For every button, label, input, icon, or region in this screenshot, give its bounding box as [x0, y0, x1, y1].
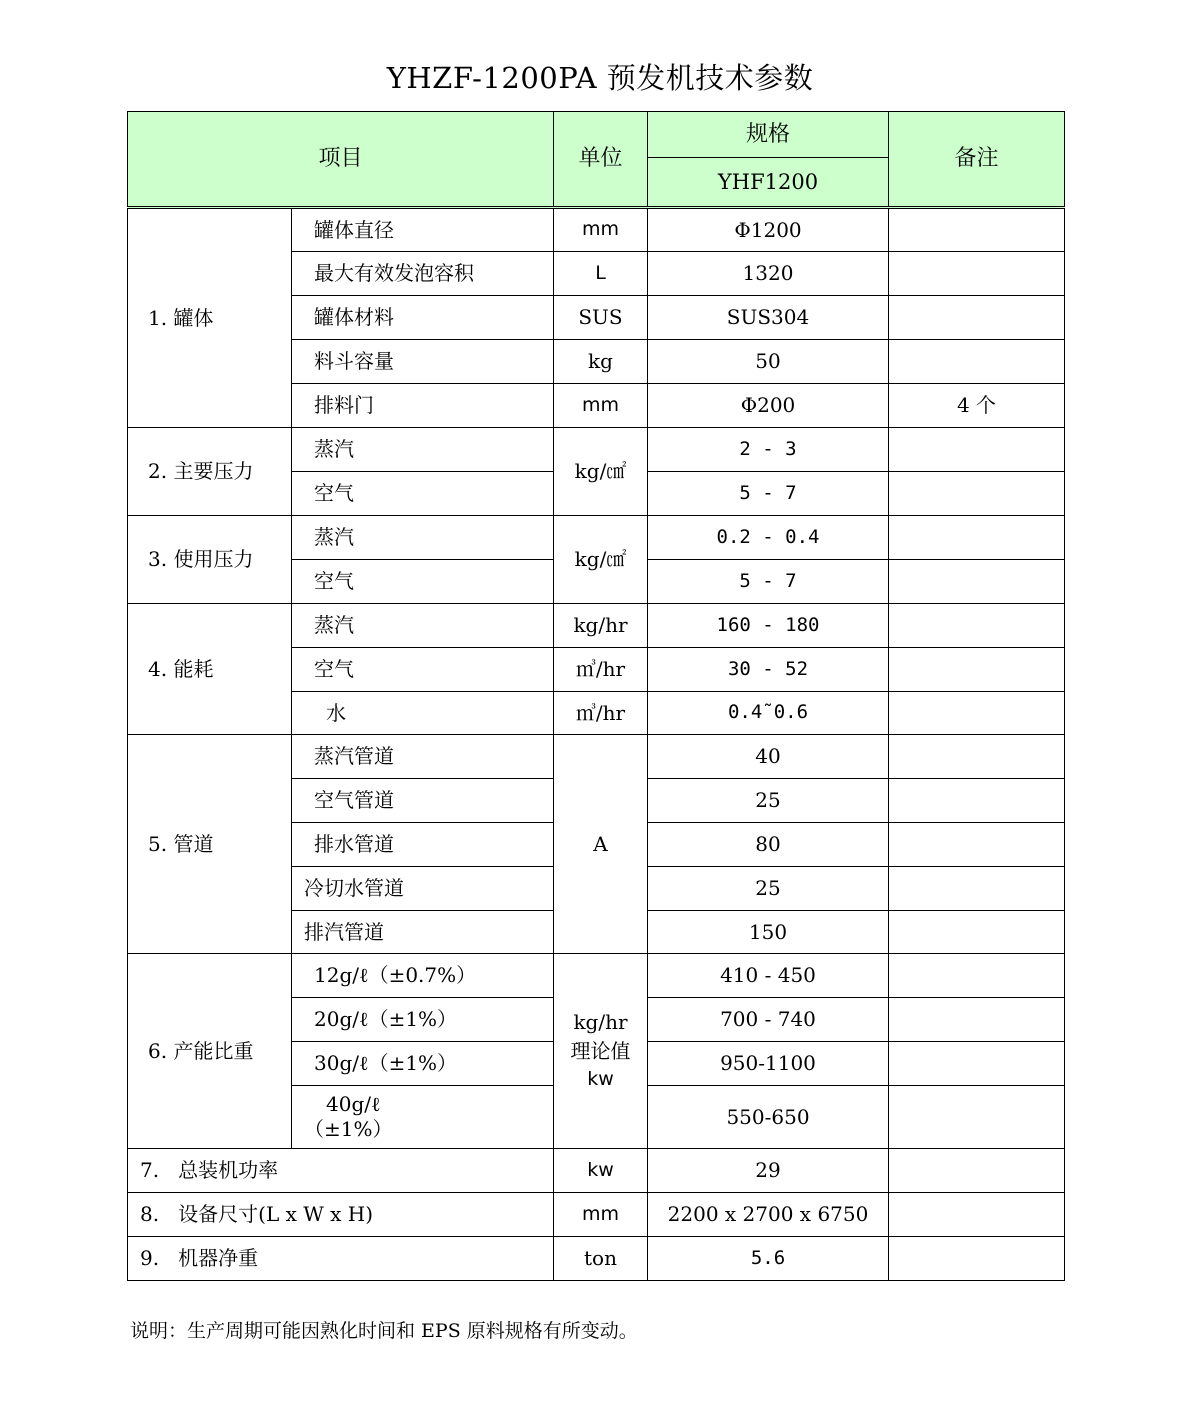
value-cell: 700 - 740 [648, 998, 889, 1042]
unit-cell [554, 954, 648, 1149]
remark-cell [889, 1042, 1065, 1086]
value-cell: 5 - 7 [648, 472, 889, 516]
table-row [128, 208, 1065, 252]
item-name: 罐体直径 [292, 208, 554, 252]
value-cell: 550-650 [648, 1086, 889, 1149]
item-name: 排料门 [292, 384, 554, 428]
unit-cell: mm [554, 208, 648, 252]
value-cell: 25 [648, 779, 889, 823]
remark-cell [889, 779, 1065, 823]
item-name: 排水管道 [292, 823, 554, 867]
category-cell: 7. 总装机功率 [128, 1149, 554, 1193]
item-name: 最大有效发泡容积 [292, 252, 554, 296]
remark-cell [889, 911, 1065, 954]
table-row [128, 516, 1065, 560]
remark-cell [889, 252, 1065, 296]
table-row [128, 428, 1065, 472]
value-cell: 150 [648, 911, 889, 954]
unit-cell: kg [554, 340, 648, 384]
category-cell: 4. 能耗 [128, 604, 292, 735]
remark-cell [889, 648, 1065, 692]
unit-cell: mm [554, 1193, 648, 1237]
value-cell: 2 - 3 [648, 428, 889, 472]
remark-cell [889, 823, 1065, 867]
unit-cell: kg/㎠ [554, 516, 648, 604]
value-cell: 0.4˜0.6 [648, 692, 889, 735]
header-item: 项目 [128, 112, 554, 208]
item-name [292, 1086, 554, 1149]
value-cell: 80 [648, 823, 889, 867]
value-cell: 410 - 450 [648, 954, 889, 998]
item-name: 空气 [292, 560, 554, 604]
unit-cell: A [554, 735, 648, 954]
table-row [128, 1237, 1065, 1281]
value-cell: 2200 x 2700 x 6750 [648, 1193, 889, 1237]
unit-cell: SUS [554, 296, 648, 340]
unit-cell: kg/hr [554, 604, 648, 648]
item-name-line: 40g/ℓ [326, 1092, 381, 1116]
unit-cell: kw [554, 1149, 648, 1193]
category-cell: 2. 主要压力 [128, 428, 292, 516]
item-name: 12g/ℓ（±0.7%） [292, 954, 554, 998]
remark-cell [889, 735, 1065, 779]
header-model: YHF1200 [648, 158, 889, 208]
item-name: 蒸汽 [292, 516, 554, 560]
item-name: 水 [292, 692, 554, 735]
remark-cell: 4 个 [889, 384, 1065, 428]
unit-cell: kg/㎠ [554, 428, 648, 516]
value-cell: 950-1100 [648, 1042, 889, 1086]
remark-cell [889, 604, 1065, 648]
unit-line: kw [587, 1068, 614, 1091]
item-name: 30g/ℓ（±1%） [292, 1042, 554, 1086]
value-cell: 5.6 [648, 1237, 889, 1281]
value-cell: 5 - 7 [648, 560, 889, 604]
remark-cell [889, 428, 1065, 472]
remark-cell [889, 1086, 1065, 1149]
value-cell: SUS304 [648, 296, 889, 340]
remark-cell [889, 516, 1065, 560]
item-name: 蒸汽 [292, 604, 554, 648]
remark-cell [889, 998, 1065, 1042]
spec-table [127, 111, 1065, 1281]
value-cell: 160 - 180 [648, 604, 889, 648]
remark-cell [889, 1193, 1065, 1237]
unit-cell: ㎥/hr [554, 692, 648, 735]
unit-cell: ㎥/hr [554, 648, 648, 692]
remark-cell [889, 954, 1065, 998]
table-row [128, 604, 1065, 648]
remark-cell [889, 472, 1065, 516]
remark-cell [889, 208, 1065, 252]
remark-cell [889, 692, 1065, 735]
remark-cell [889, 867, 1065, 911]
category-cell: 5. 管道 [128, 735, 292, 954]
item-name: 蒸汽管道 [292, 735, 554, 779]
item-name: 料斗容量 [292, 340, 554, 384]
category-cell: 3. 使用压力 [128, 516, 292, 604]
item-name-line: （±1%） [304, 1117, 393, 1141]
item-name: 罐体材料 [292, 296, 554, 340]
remark-cell [889, 1149, 1065, 1193]
value-cell: Φ200 [648, 384, 889, 428]
remark-cell [889, 560, 1065, 604]
unit-cell: ton [554, 1237, 648, 1281]
unit-line: kg/hr [573, 1010, 628, 1035]
value-cell: 25 [648, 867, 889, 911]
table-row [128, 1193, 1065, 1237]
header-spec: 规格 [648, 112, 889, 158]
table-row [128, 954, 1065, 998]
item-name: 空气 [292, 472, 554, 516]
unit-line: 理论值 [570, 1039, 631, 1064]
item-name: 排汽管道 [292, 911, 554, 954]
value-cell: Φ1200 [648, 208, 889, 252]
value-cell: 1320 [648, 252, 889, 296]
item-name: 蒸汽 [292, 428, 554, 472]
category-cell: 6. 产能比重 [128, 954, 292, 1149]
item-name: 空气 [292, 648, 554, 692]
remark-cell [889, 296, 1065, 340]
value-cell: 30 - 52 [648, 648, 889, 692]
unit-cell: L [554, 252, 648, 296]
header-unit: 单位 [554, 112, 648, 208]
header-remark: 备注 [889, 112, 1065, 208]
value-cell: 40 [648, 735, 889, 779]
remark-cell [889, 340, 1065, 384]
category-cell: 1. 罐体 [128, 208, 292, 428]
item-name: 冷切水管道 [292, 867, 554, 911]
category-cell: 9. 机器净重 [128, 1237, 554, 1281]
document-title: YHZF-1200PA 预发机技术参数 [386, 61, 814, 95]
unit-cell: mm [554, 384, 648, 428]
category-cell: 8. 设备尺寸(L x W x H) [128, 1193, 554, 1237]
table-row [128, 735, 1065, 779]
value-cell: 50 [648, 340, 889, 384]
item-name: 空气管道 [292, 779, 554, 823]
footnote: 说明：生产周期可能因熟化时间和 EPS 原料规格有所变动。 [130, 1320, 638, 1342]
item-name: 20g/ℓ（±1%） [292, 998, 554, 1042]
remark-cell [889, 1237, 1065, 1281]
table-row [128, 1149, 1065, 1193]
value-cell: 29 [648, 1149, 889, 1193]
value-cell: 0.2 - 0.4 [648, 516, 889, 560]
